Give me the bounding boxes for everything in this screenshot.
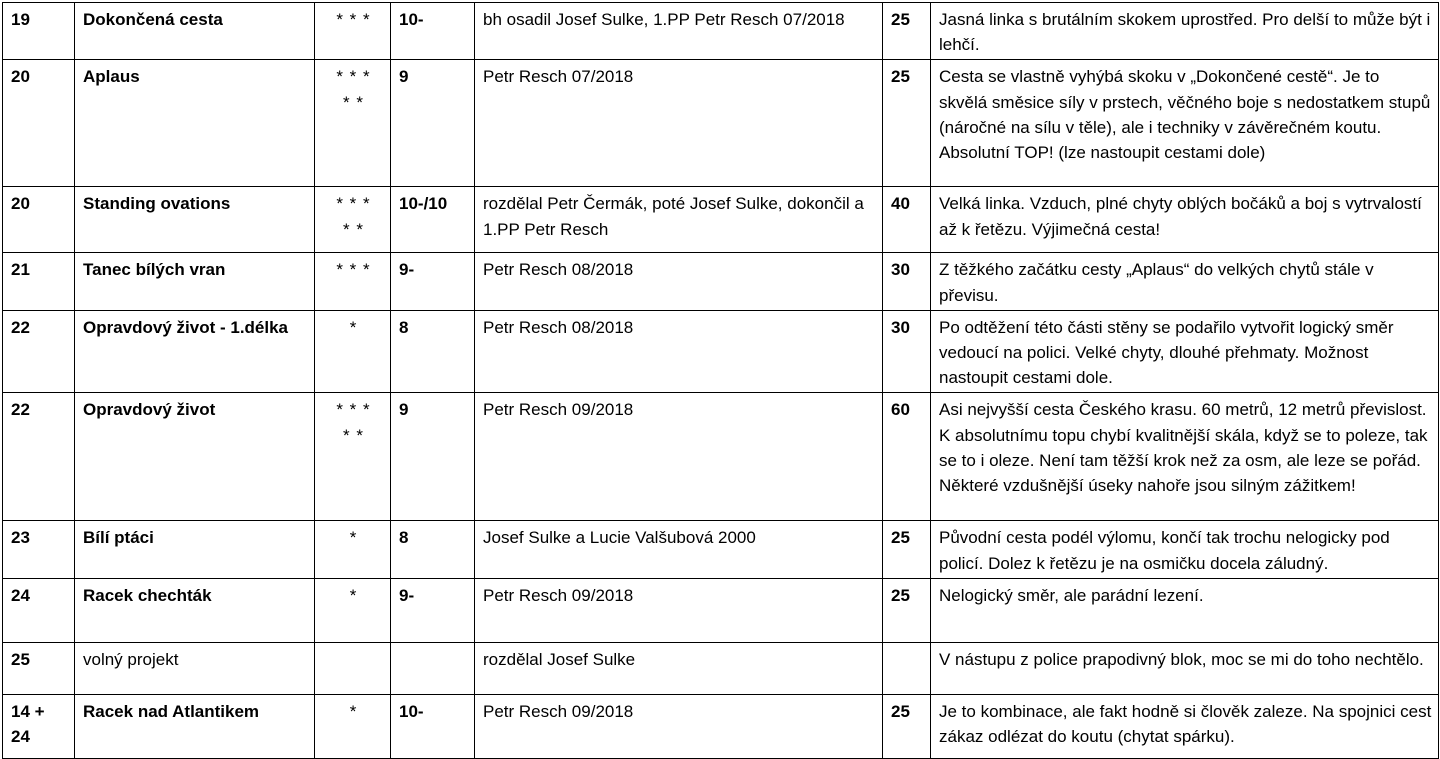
route-grade: 9- xyxy=(391,253,475,310)
routes-table xyxy=(2,2,1439,759)
route-length: 25 xyxy=(883,60,931,187)
route-number: 20 xyxy=(3,187,75,253)
route-number: 21 xyxy=(3,253,75,310)
route-description: Cesta se vlastně vyhýbá skoku v „Dokončené cestě“. Je to skvělá směsice síly v prstech, věčného boje s nedostatkem stupů (náročné na sílu v těle), ale i techniky v závěrečném koutu. Absolutní TOP! (lze nastoupit cestami dole) xyxy=(931,60,1439,187)
route-length: 25 xyxy=(883,3,931,60)
route-author: Petr Resch 09/2018 xyxy=(475,393,883,521)
table-row xyxy=(3,578,1439,642)
route-rating xyxy=(315,521,391,578)
route-number: 22 xyxy=(3,393,75,521)
table-row xyxy=(3,393,1439,521)
table-row xyxy=(3,694,1439,758)
rating-stars: * * * xyxy=(336,194,371,214)
route-name: volný projekt xyxy=(75,642,315,694)
route-author: Petr Resch 09/2018 xyxy=(475,578,883,642)
table-row xyxy=(3,3,1439,60)
route-author: Petr Resch 08/2018 xyxy=(475,253,883,310)
route-number: 19 xyxy=(3,3,75,60)
rating-stars: * xyxy=(349,701,358,721)
rating-stars: * xyxy=(349,528,358,548)
route-name: Tanec bílých vran xyxy=(75,253,315,310)
route-number: 24 xyxy=(3,578,75,642)
route-name: Racek chechták xyxy=(75,578,315,642)
route-name: Opravdový život - 1.délka xyxy=(75,310,315,393)
rating-stars: * * * xyxy=(336,400,371,420)
route-length: 60 xyxy=(883,393,931,521)
route-grade: 8 xyxy=(391,521,475,578)
route-rating xyxy=(315,187,391,253)
table-row xyxy=(3,642,1439,694)
route-name: Opravdový život xyxy=(75,393,315,521)
route-rating xyxy=(315,393,391,521)
table-row xyxy=(3,187,1439,253)
rating-stars: * * xyxy=(343,92,364,112)
route-length: 25 xyxy=(883,578,931,642)
route-description: Je to kombinace, ale fakt hodně si člověk zaleze. Na spojnici cest zákaz odlézat do koutu (chytat spárku). xyxy=(931,694,1439,758)
route-rating xyxy=(315,310,391,393)
route-description: Velká linka. Vzduch, plné chyty oblých bočáků a boj s vytrvalostí až k řetězu. Výjimečná cesta! xyxy=(931,187,1439,253)
table-row xyxy=(3,253,1439,310)
route-number: 22 xyxy=(3,310,75,393)
route-number: 14 + 24 xyxy=(3,694,75,758)
route-length: 30 xyxy=(883,253,931,310)
route-description: Původní cesta podél výlomu, končí tak trochu nelogicky pod policí. Dolez k řetězu je na osmičku docela záludný. xyxy=(931,521,1439,578)
rating-stars: * * xyxy=(343,425,364,445)
route-description: Asi nejvyšší cesta Českého krasu. 60 metrů, 12 metrů převislost. K absolutnímu topu chybí kvalitnější skála, když se to poleze, tak se to i oleze. Není tam těžší krok než za osm, ale leze se pořád. Některé vzdušnější úseky nahoře jsou silným zážitkem! xyxy=(931,393,1439,521)
route-number: 25 xyxy=(3,642,75,694)
route-length: 40 xyxy=(883,187,931,253)
route-name: Standing ovations xyxy=(75,187,315,253)
route-description: Jasná linka s brutálním skokem uprostřed. Pro delší to může být i lehčí. xyxy=(931,3,1439,60)
route-name: Bílí ptáci xyxy=(75,521,315,578)
rating-stars: * xyxy=(349,585,358,605)
rating-stars: * * * xyxy=(336,10,371,29)
route-name: Racek nad Atlantikem xyxy=(75,694,315,758)
route-rating xyxy=(315,60,391,187)
route-description: Z těžkého začátku cesty „Aplaus“ do velkých chytů stále v převisu. xyxy=(931,253,1439,310)
rating-stars: * * * xyxy=(336,67,371,87)
route-author: Petr Resch 07/2018 xyxy=(475,60,883,187)
route-author: Petr Resch 09/2018 xyxy=(475,694,883,758)
route-length: 30 xyxy=(883,310,931,393)
rating-stars: * * * xyxy=(336,260,371,280)
route-grade: 9- xyxy=(391,578,475,642)
route-rating xyxy=(315,253,391,310)
route-author: bh osadil Josef Sulke, 1.PP Petr Resch 07/2018 xyxy=(475,3,883,60)
table-row xyxy=(3,521,1439,578)
route-author: Josef Sulke a Lucie Valšubová 2000 xyxy=(475,521,883,578)
table-row xyxy=(3,310,1439,393)
route-rating xyxy=(315,694,391,758)
route-grade: 10-/10 xyxy=(391,187,475,253)
route-rating xyxy=(315,3,391,60)
rating-stars: * * xyxy=(343,219,364,239)
route-number: 23 xyxy=(3,521,75,578)
route-description: Nelogický směr, ale parádní lezení. xyxy=(931,578,1439,642)
route-author: rozdělal Josef Sulke xyxy=(475,642,883,694)
table-row xyxy=(3,60,1439,187)
route-length xyxy=(883,642,931,694)
route-rating xyxy=(315,578,391,642)
route-grade: 8 xyxy=(391,310,475,393)
route-description: Po odtěžení této části stěny se podařilo vytvořit logický směr vedoucí na polici. Velké chyty, dlouhé přehmaty. Možnost nastoupit cestami dole. xyxy=(931,310,1439,393)
route-length: 25 xyxy=(883,521,931,578)
route-description: V nástupu z police prapodivný blok, moc se mi do toho nechtělo. xyxy=(931,642,1439,694)
route-name: Aplaus xyxy=(75,60,315,187)
route-length: 25 xyxy=(883,694,931,758)
route-grade: 9 xyxy=(391,393,475,521)
route-grade: 9 xyxy=(391,60,475,187)
rating-stars: * xyxy=(349,317,358,337)
route-grade: 10- xyxy=(391,694,475,758)
route-author: Petr Resch 08/2018 xyxy=(475,310,883,393)
route-number: 20 xyxy=(3,60,75,187)
route-grade: 10- xyxy=(391,3,475,60)
route-grade xyxy=(391,642,475,694)
routes-table-body xyxy=(3,3,1439,759)
route-name: Dokončená cesta xyxy=(75,3,315,60)
route-rating xyxy=(315,642,391,694)
route-author: rozdělal Petr Čermák, poté Josef Sulke, dokončil a 1.PP Petr Resch xyxy=(475,187,883,253)
